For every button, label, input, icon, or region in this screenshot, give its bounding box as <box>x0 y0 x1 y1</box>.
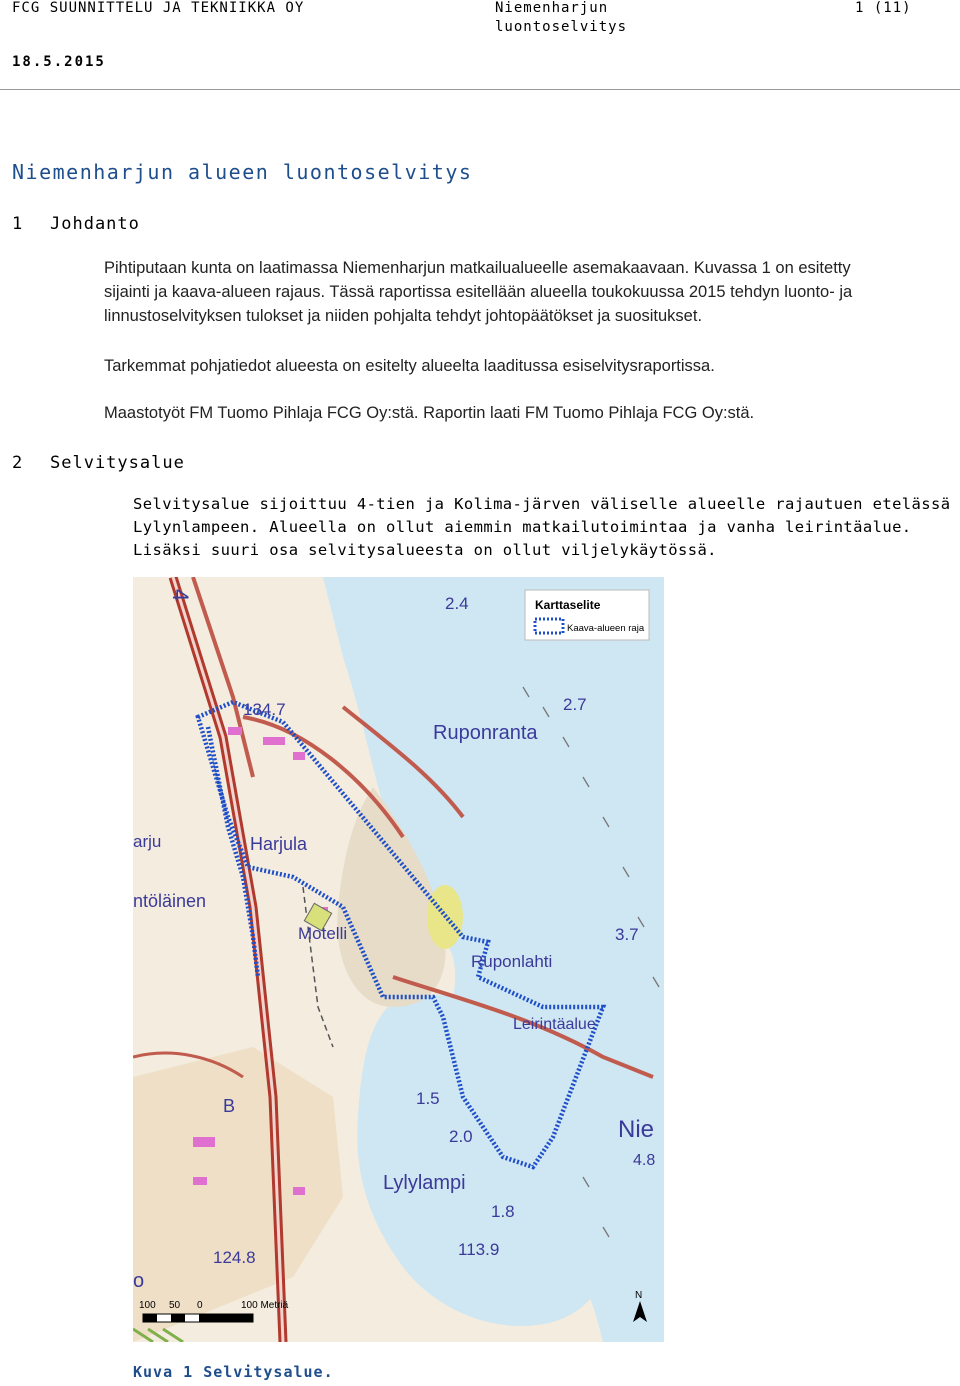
map-label-1-8: 1.8 <box>491 1202 515 1221</box>
map-legend-title: Karttaselite <box>535 598 601 612</box>
header-page-number: 1 (11) <box>855 0 912 16</box>
map-label-113-9: 113.9 <box>458 1240 500 1259</box>
scale-label-100: 100 <box>139 1300 156 1311</box>
header-company: FCG SUUNNITTELU JA TEKNIIKKA OY <box>12 0 305 16</box>
section2-paragraph <box>133 493 950 562</box>
header-date: 18.5.2015 <box>12 54 106 70</box>
map-label-ruponlahti: Ruponlahti <box>471 952 553 971</box>
map-label-road-4: 4 <box>168 589 193 602</box>
map-label-134-7: 134.7 <box>243 700 286 719</box>
section1-para1-line1: Pihtiputaan kunta on laatimassa Niemenharjun matkailualueelle asemakaavaan. Kuvassa 1 on esitetty <box>104 259 851 277</box>
section2-para-line3: Lisäksi suuri osa selvitysalueesta on ollut viljelykäytössä. <box>133 541 717 559</box>
section1-paragraph2: Tarkemmat pohjatiedot alueesta on esitelty alueelta laaditussa esiselvitysraportissa. <box>104 357 715 375</box>
map-label-tolainen: ntöläinen <box>133 891 207 911</box>
map-label-leirintaalue: Leirintäalue <box>513 1016 596 1033</box>
map-label-arju: arju <box>133 832 162 851</box>
scale-label-0: 0 <box>197 1300 203 1311</box>
map-label-2-4: 2.4 <box>445 594 469 613</box>
figure-caption: Kuva 1 Selvitysalue. <box>133 1363 334 1381</box>
header-doc-title-line2: luontoselvitys <box>495 19 628 35</box>
map-label-lylylampi: Lylylampi <box>383 1172 466 1194</box>
section1-paragraph3: Maastotyöt FM Tuomo Pihlaja FCG Oy:stä. Raportin laati FM Tuomo Pihlaja FCG Oy:stä. <box>104 404 755 422</box>
site-map <box>133 577 664 1342</box>
section2-para-line2: Lylynlampeen. Alueella on ollut aiemmin matkailutoimintaa ja vanha leirintäalue. <box>133 518 912 536</box>
section1-paragraph1 <box>104 256 954 328</box>
map-label-o: o <box>133 1270 145 1292</box>
scale-label-50: 50 <box>169 1300 181 1311</box>
scale-label-100-metria: 100 Metriä <box>241 1300 289 1311</box>
map-label-1-5: 1.5 <box>416 1089 440 1108</box>
map-label-b: B <box>223 1096 236 1116</box>
map-label-4-8: 4.8 <box>633 1152 656 1169</box>
map-label-nie: Nie <box>618 1116 655 1143</box>
section2-number: 2 <box>12 453 24 473</box>
section1-heading: Johdanto <box>50 214 140 234</box>
section1-number: 1 <box>12 214 24 234</box>
map-label-2-7: 2.7 <box>563 695 587 714</box>
map-label-harjula: Harjula <box>250 834 308 854</box>
page-title: Niemenharjun alueen luontoselvitys <box>12 160 473 184</box>
map-label-3-7: 3.7 <box>615 925 639 944</box>
map-label-ruponranta: Ruponranta <box>433 722 538 744</box>
map-legend-item: Kaava-alueen raja <box>567 623 645 634</box>
header-divider <box>0 89 960 90</box>
header-doc-title-line1: Niemenharjun <box>495 0 609 16</box>
section2-heading: Selvitysalue <box>50 453 185 473</box>
section1-para1-line2: sijainti ja kaava-alueen rajaus. Tässä raportissa esitellään alueella toukokuussa 2015 tehdyn luonto- ja <box>104 283 853 301</box>
map-label-2-0: 2.0 <box>449 1127 473 1146</box>
section1-para1-line3: linnustoselvityksen tulokset ja niiden pohjalta tehdyt johtopäätökset ja suositukset. <box>104 307 703 325</box>
map-label-124-8: 124.8 <box>213 1248 256 1267</box>
section2-para-line1: Selvitysalue sijoittuu 4-tien ja Kolima-järven väliselle alueelle rajautuen etelässä <box>133 495 951 513</box>
north-label: N <box>635 1290 643 1301</box>
map-label-motelli: Motelli <box>298 924 348 943</box>
